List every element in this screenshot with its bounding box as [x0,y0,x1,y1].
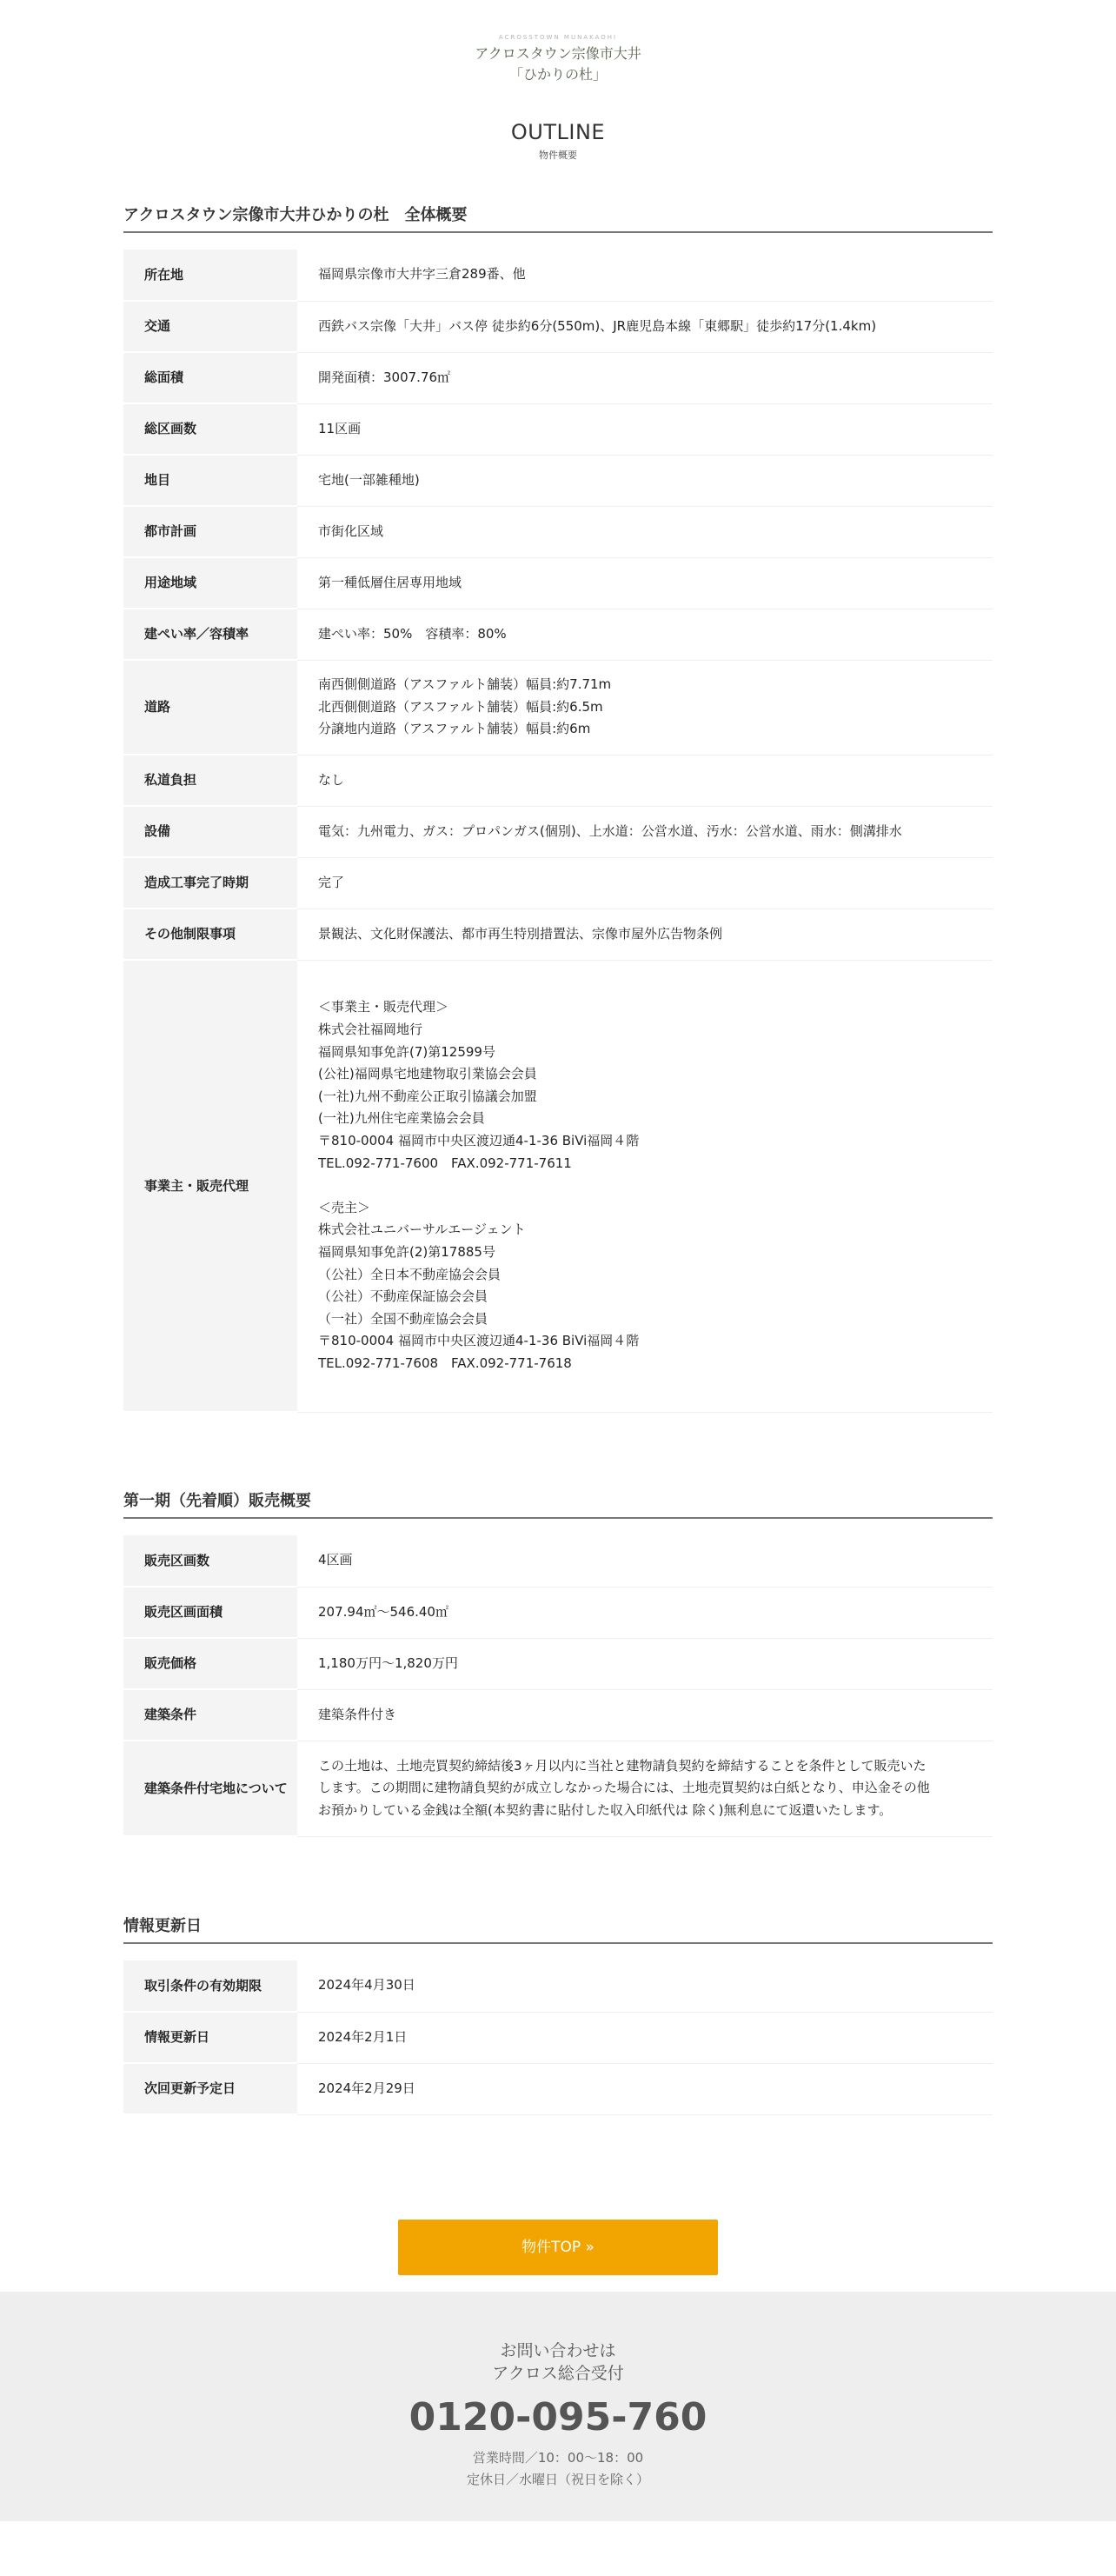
row-label: その他制限事項 [123,909,297,960]
row-value [297,909,993,960]
table-row [123,403,993,455]
table-row [123,960,993,1412]
row-label: 設備 [123,806,297,857]
row-value [297,960,993,1412]
row-value-line: （一社）全国不動産協会会員 [318,1310,488,1327]
row-value-line: 株式会社福岡地行 [318,1022,423,1038]
contact-lead [0,2340,1116,2385]
row-value-line: 福岡県知事免許(2)第17885号 [318,1243,495,1260]
row-value-line: 南西側側道路（アスファルト舗装）幅員:約7.71m [318,676,612,693]
row-label: 建ぺい率／容積率 [123,609,297,660]
row-value-line: 市街化区域 [318,523,384,539]
row-value [297,352,993,403]
row-value [297,2012,993,2063]
contact-footer [0,2292,1116,2521]
row-value-line: 1,180万円〜1,820万円 [318,1654,458,1671]
row-value [297,857,993,909]
page-header [0,116,1116,163]
table-row [123,1638,993,1689]
table-row [123,1741,993,1836]
row-label: 次回更新予定日 [123,2063,297,2114]
row-value-line: 宅地(一部雑種地) [318,471,420,488]
table-row [123,1960,993,2012]
row-value-line: お預かりしている金銭は全額(本契約書に貼付した収入印紙代は 除く)無利息にて返還いたします。 [318,1801,893,1818]
row-label: 販売区画数 [123,1535,297,1587]
site-logo[interactable] [0,31,1116,85]
row-value [297,250,993,301]
section-heading: 情報更新日 [123,1914,993,1944]
row-value-line [318,1175,993,1197]
table-row [123,806,993,857]
row-value [297,1638,993,1689]
page-subtitle: 物件概要 [539,150,577,161]
row-value-line: 建築条件付き [318,1706,397,1722]
table-row [123,2063,993,2114]
table-row [123,1535,993,1587]
section-heading: アクロスタウン宗像市大井ひかりの杜 全体概要 [123,203,993,233]
table-row [123,250,993,301]
sales-table [123,1535,993,1837]
row-label: 所在地 [123,250,297,301]
row-value-line: 4区画 [318,1552,353,1568]
holiday-text: 定休日／水曜日（祝日を除く） [466,2472,649,2487]
row-value-line: なし [318,771,345,788]
row-label: 販売区画面積 [123,1587,297,1638]
row-value [297,1587,993,1638]
row-value [297,506,993,557]
phone-number[interactable]: 0120-095-760 [409,2395,707,2440]
row-label: 私道負担 [123,755,297,806]
row-value-line: 207.94㎡〜546.40㎡ [318,1603,448,1620]
row-value [297,806,993,857]
logo-english: ACROSSTOWN MUNAKAOHI [498,34,618,41]
row-value [297,609,993,660]
row-value-line: 株式会社ユニバーサルエージェント [318,1221,526,1238]
row-label: 建築条件付宅地について [123,1741,297,1836]
row-value [297,403,993,455]
row-value-line: 2024年4月30日 [318,1977,415,1994]
row-value-line: (一社)九州住宅産業協会会員 [318,1110,485,1127]
row-value-line: TEL.092-771-7600 FAX.092-771-7611 [318,1155,572,1171]
table-row [123,506,993,557]
row-label: 総面積 [123,352,297,403]
row-value-line: 11区画 [318,420,362,436]
row-label: 総区画数 [123,403,297,455]
table-row [123,352,993,403]
table-row [123,660,993,755]
row-value-line: 電気：九州電力、ガス：プロパンガス(個別)、上水道：公営水道、汚水：公営水道、雨水：側溝排水 [318,822,902,839]
row-value-line: 〒810-0004 福岡市中央区渡辺通4-1-36 BiVi福岡４階 [318,1133,640,1149]
row-value-line: します。この期間に建物請負契約が成立しなかった場合には、土地売買契約は白紙となり、申込金その他 [318,1780,930,1796]
row-value-line: 福岡県宗像市大井字三倉289番、他 [318,266,526,283]
row-value-line: (一社)九州不動産公正取引協議会加盟 [318,1088,537,1104]
table-row [123,455,993,506]
row-value [297,755,993,806]
row-value [297,455,993,506]
row-value-line: ＜事業主・販売代理＞ [318,999,449,1015]
row-value [297,2063,993,2114]
row-value [297,557,993,609]
row-value-line: 分譲地内道路（アスファルト舗装）幅員:約6m [318,721,591,737]
row-label: 交通 [123,301,297,352]
section-heading: 第一期（先着順）販売概要 [123,1489,993,1519]
section-overall-outline [123,203,993,1413]
row-label: 販売価格 [123,1638,297,1689]
business-hours-text: 営業時間／10：00〜18：00 [472,2450,644,2466]
row-label: 地目 [123,455,297,506]
row-value-line: （公社）全日本不動産協会会員 [318,1266,502,1282]
row-value [297,660,993,755]
logo-title-line1: アクロスタウン宗像市大井 [475,45,641,62]
update-table [123,1960,993,2115]
row-label: 道路 [123,660,297,755]
row-value-line: 福岡県知事免許(7)第12599号 [318,1043,495,1060]
row-value [297,1535,993,1587]
row-value-line: 2024年2月29日 [318,2080,415,2096]
table-row [123,857,993,909]
row-value-line: （公社）不動産保証協会会員 [318,1288,488,1305]
row-value-line: TEL.092-771-7608 FAX.092-771-7618 [318,1355,572,1371]
row-value-line: (公社)福岡県宅地建物取引業協会会員 [318,1066,537,1082]
row-value-line: この土地は、土地売買契約締結後3ヶ月以内に当社と建物請負契約を締結することを条件として販売いた [318,1757,927,1774]
row-value-line: 西鉄バス宗像「大井」バス停 徒歩約6分(550m)、JR鹿児島本線「東郷駅」徒歩約17分(1.4km) [318,317,877,334]
row-value-line: 2024年2月1日 [318,2028,408,2045]
row-value-line: 北西側側道路（アスファルト舗装）幅員:約6.5m [318,698,603,715]
row-value-line: 景観法、文化財保護法、都市再生特別措置法、宗像市屋外広告物条例 [318,925,723,942]
row-label: 用途地域 [123,557,297,609]
row-value-line: 開発面積：3007.76㎡ [318,369,451,385]
row-value [297,1689,993,1741]
table-row [123,557,993,609]
row-value-line: 第一種低層住居専用地域 [318,574,462,590]
table-row [123,1587,993,1638]
table-row [123,2012,993,2063]
row-value-line: ＜売主＞ [318,1199,371,1215]
table-row [123,1689,993,1741]
row-value-line: 〒810-0004 福岡市中央区渡辺通4-1-36 BiVi福岡４階 [318,1333,640,1349]
row-label: 都市計画 [123,506,297,557]
contact-lead-line2: アクロス総合受付 [492,2364,624,2383]
row-value [297,1960,993,2012]
row-label: 造成工事完了時期 [123,857,297,909]
row-value [297,1741,993,1836]
row-label: 建築条件 [123,1689,297,1741]
row-value-line: 完了 [318,874,345,890]
outline-table [123,250,993,1413]
logo-title-line2: 「ひかりの杜」 [508,66,607,83]
table-row [123,909,993,960]
row-label: 情報更新日 [123,2012,297,2063]
table-row [123,301,993,352]
contact-lead-line1: お問い合わせは [500,2341,616,2360]
section-update-info [123,1914,993,2115]
row-value-line: 建ぺい率：50% 容積率：80% [318,625,507,642]
property-top-button[interactable]: 物件TOP » [398,2220,718,2275]
row-value [297,301,993,352]
row-label: 事業主・販売代理 [123,960,297,1412]
table-row [123,609,993,660]
table-row [123,755,993,806]
page-title: OUTLINE [510,120,606,144]
business-hours [0,2447,1116,2491]
row-label: 取引条件の有効期限 [123,1960,297,2012]
section-sales-outline [123,1489,993,1837]
